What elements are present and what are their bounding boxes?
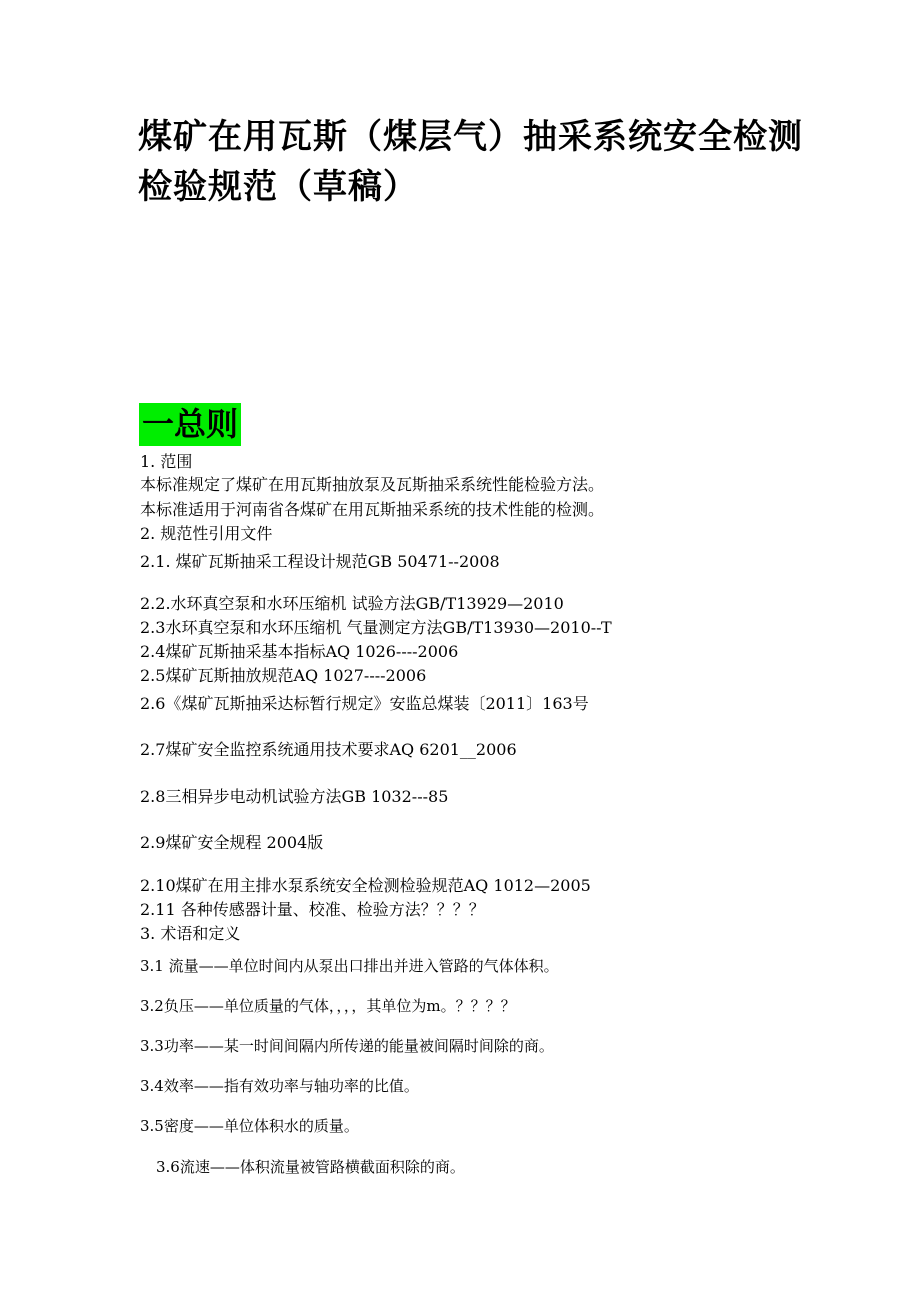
section-2-heading: 2. 规范性引用文件 [140, 524, 273, 543]
paragraph-scope: 本标准规定了煤矿在用瓦斯抽放泵及瓦斯抽采系统性能检验方法。 [140, 475, 605, 494]
definition-3-3: 3.3功率——某一时间间隔内所传递的能量被间隔时间除的商。 [140, 1037, 554, 1055]
ref-2-6: 2.6《煤矿瓦斯抽采达标暂行规定》安监总煤装〔2011〕163号 [140, 694, 589, 713]
section-3-heading: 3. 术语和定义 [140, 924, 241, 943]
paragraph-applicability: 本标准适用于河南省各煤矿在用瓦斯抽采系统的技术性能的检测。 [140, 500, 605, 519]
definition-3-2: 3.2负压——单位质量的气体，，，，其单位为m。？？？？ [140, 997, 516, 1015]
ref-2-11: 2.11 各种传感器计量、校准、检验方法？？？？ [140, 900, 485, 919]
definition-3-6: 3.6流速——体积流量被管路横截面积除的商。 [156, 1158, 465, 1176]
document-title [138, 112, 818, 212]
ref-2-1: 2.1. 煤矿瓦斯抽采工程设计规范GB 50471--2008 [140, 552, 500, 571]
definition-3-4: 3.4效率——指有效功率与轴功率的比值。 [140, 1077, 419, 1095]
ref-2-10: 2.10煤矿在用主排水泵系统安全检测检验规范AQ 1012—2005 [140, 876, 591, 895]
section-1-heading: 1. 范围 [140, 452, 193, 471]
ref-2-3: 2.3水环真空泵和水环压缩机 气量测定方法GB/T13930—2010--T [140, 618, 612, 637]
ref-2-8: 2.8三相异步电动机试验方法GB 1032---85 [140, 787, 449, 806]
ref-2-5: 2.5煤矿瓦斯抽放规范AQ 1027----2006 [140, 666, 427, 685]
definition-3-1: 3.1 流量——单位时间内从泵出口排出并进入管路的气体体积。 [140, 957, 559, 975]
title-line-2: 检验规范（草稿） [138, 167, 418, 207]
ref-2-7: 2.7煤矿安全监控系统通用技术要求AQ 6201__2006 [140, 740, 517, 759]
ref-2-2: 2.2.水环真空泵和水环压缩机 试验方法GB/T13929—2010 [140, 594, 564, 613]
ref-2-4: 2.4煤矿瓦斯抽采基本指标AQ 1026----2006 [140, 642, 459, 661]
definition-3-5: 3.5密度——单位体积水的质量。 [140, 1117, 359, 1135]
title-line-1: 煤矿在用瓦斯（煤层气）抽采系统安全检测 [138, 117, 803, 157]
section-heading: 一总则 [139, 403, 241, 446]
ref-2-9: 2.9煤矿安全规程 2004版 [140, 833, 324, 852]
